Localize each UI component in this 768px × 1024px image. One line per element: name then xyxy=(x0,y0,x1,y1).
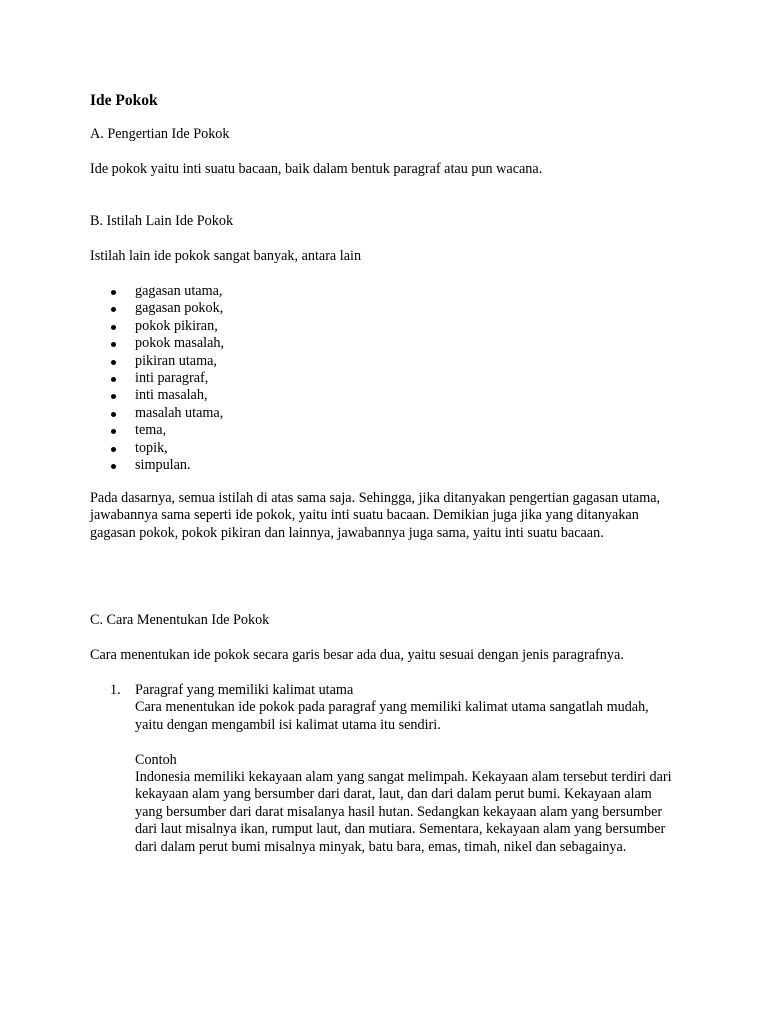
section-c-heading: C. Cara Menentukan Ide Pokok xyxy=(90,612,270,628)
list-item: pikiran utama, xyxy=(90,353,224,370)
bullet-icon xyxy=(111,307,116,312)
bullet-icon xyxy=(111,429,116,434)
example-text: Indonesia memiliki kekayaan alam yang sangat melimpah. Kekayaan alam tersebut terdiri dari kekayaan alam yang bersumber dari darat, laut, dan dari dalam perut bumi. Kekayaan alam yang bersumber dari darat misalanya hasil hutan. Sedangkan kekayaan alam yang bersumber dari laut misalnya ikan, rumput laut, dan mutiara. Sementara, kekayaan alam yang bersumber dari dalam perut bumi misalnya minyak, batu bara, emas, timah, nikel dan sebagainya. xyxy=(135,769,672,855)
bullet-icon xyxy=(111,325,116,330)
list-item: pokok masalah, xyxy=(90,335,224,352)
document-title: Ide Pokok xyxy=(90,92,158,109)
list-item: inti masalah, xyxy=(90,387,224,404)
list-item: gagasan pokok, xyxy=(90,300,224,317)
bullet-icon xyxy=(111,447,116,452)
example-label: Contoh xyxy=(135,751,177,768)
alternate-terms-list xyxy=(90,283,224,474)
bullet-icon xyxy=(111,290,116,295)
bullet-icon xyxy=(111,360,116,365)
section-c-intro: Cara menentukan ide pokok secara garis besar ada dua, yaitu sesuai dengan jenis paragrafnya. xyxy=(90,647,624,663)
bullet-icon xyxy=(111,377,116,382)
section-b-closing: Pada dasarnya, semua istilah di atas sama saja. Sehingga, jika ditanyakan pengertian gagasan utama, jawabannya sama seperti ide pokok, yaitu inti suatu bacaan. Demikian juga jika yang ditanyakan gagasan pokok, pokok pikiran dan lainnya, jawabannya juga sama, yaitu inti suatu bacaan. xyxy=(90,490,661,541)
list-item: simpulan. xyxy=(90,457,224,474)
method-text: Cara menentukan ide pokok pada paragraf yang memiliki kalimat utama sangatlah mudah, yaitu dengan mengambil isi kalimat utama itu sendiri. xyxy=(135,699,649,733)
section-b-intro: Istilah lain ide pokok sangat banyak, antara lain xyxy=(90,248,362,264)
section-b-heading: B. Istilah Lain Ide Pokok xyxy=(90,213,234,229)
bullet-icon xyxy=(111,412,116,417)
list-item: tema, xyxy=(90,422,224,439)
method-item xyxy=(90,682,690,856)
list-item: inti paragraf, xyxy=(90,370,224,387)
list-item: masalah utama, xyxy=(90,405,224,422)
list-item: gagasan utama, xyxy=(90,283,224,300)
list-item: topik, xyxy=(90,440,224,457)
item-number: 1. xyxy=(110,682,121,698)
method-title: Paragraf yang memiliki kalimat utama xyxy=(135,682,354,698)
method-list xyxy=(90,682,690,856)
bullet-icon xyxy=(111,464,116,469)
bullet-icon xyxy=(111,342,116,347)
section-a-heading: A. Pengertian Ide Pokok xyxy=(90,126,230,142)
section-a-text: Ide pokok yaitu inti suatu bacaan, baik dalam bentuk paragraf atau pun wacana. xyxy=(90,161,543,177)
list-item: pokok pikiran, xyxy=(90,318,224,335)
bullet-icon xyxy=(111,394,116,399)
